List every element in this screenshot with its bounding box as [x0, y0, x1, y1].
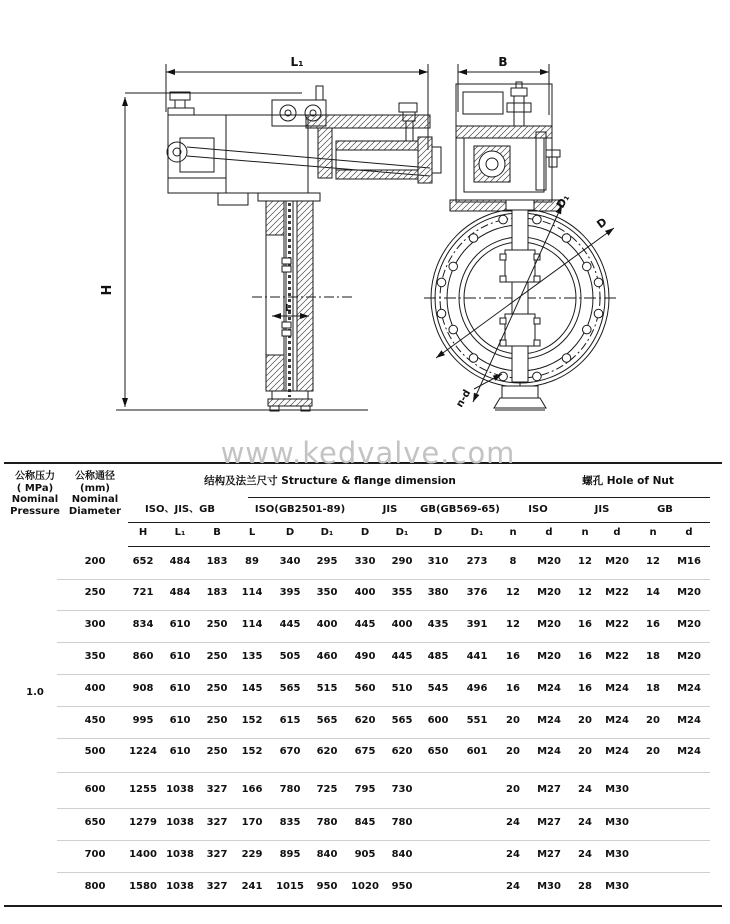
table-cell: 610 — [169, 651, 191, 662]
column-letter-header: d — [685, 527, 693, 538]
pressure-header-en1: Nominal — [11, 494, 59, 505]
table-cell: M24 — [605, 715, 629, 726]
table-cell: 560 — [354, 683, 376, 694]
table-cell: 545 — [427, 683, 449, 694]
table-cell: 16 — [506, 683, 520, 694]
table-cell: 1224 — [129, 746, 157, 757]
table-cell: 135 — [241, 651, 263, 662]
table-cell: 445 — [354, 619, 376, 630]
table-cell: 24 — [578, 849, 592, 860]
table-cell: 310 — [427, 556, 449, 567]
table-cell: 16 — [646, 619, 660, 630]
table-cell: 950 — [391, 881, 413, 892]
table-cell: 28 — [578, 881, 592, 892]
table-cell: 484 — [169, 556, 191, 567]
table-cell: 835 — [279, 817, 301, 828]
table-cell: M24 — [537, 683, 561, 694]
column-letter-header: H — [138, 527, 148, 538]
pressure-value: 1.0 — [26, 687, 44, 698]
table-cell: 18 — [646, 651, 660, 662]
table-cell: 445 — [391, 651, 413, 662]
std-gb-flange-header: GB(GB569-65) — [420, 504, 500, 515]
table-cell: 8 — [509, 556, 517, 567]
hole-gb-header: GB — [657, 504, 673, 515]
dn-cell: 300 — [84, 619, 106, 630]
table-cell: 780 — [279, 784, 301, 795]
column-letter-header: D — [360, 527, 370, 538]
table-cell: 485 — [427, 651, 449, 662]
table-cell: 152 — [241, 746, 263, 757]
row-separator — [57, 706, 710, 707]
table-cell: 515 — [316, 683, 338, 694]
column-letter-header: D₁ — [320, 527, 334, 538]
table-cell: 400 — [354, 587, 376, 598]
table-cell: M30 — [605, 849, 629, 860]
table-cell: 16 — [578, 619, 592, 630]
table-cell: 600 — [427, 715, 449, 726]
table-cell: 441 — [466, 651, 488, 662]
table-cell: 565 — [279, 683, 301, 694]
table-cell: 615 — [279, 715, 301, 726]
table-cell: 24 — [578, 784, 592, 795]
column-letter-header: L — [248, 527, 256, 538]
table-cell: 350 — [316, 587, 338, 598]
table-cell: M24 — [605, 683, 629, 694]
table-cell: M24 — [677, 746, 701, 757]
table-cell: 20 — [506, 746, 520, 757]
table-cell: 1038 — [166, 849, 194, 860]
table-cell: 908 — [132, 683, 154, 694]
table-cell: 18 — [646, 683, 660, 694]
row-separator — [57, 642, 710, 643]
table-cell: 355 — [391, 587, 413, 598]
front-view — [116, 64, 441, 411]
header-rule-1 — [248, 497, 710, 498]
table-cell: M20 — [537, 587, 561, 598]
row-separator — [57, 772, 710, 773]
table-cell: 780 — [391, 817, 413, 828]
table-cell: 327 — [206, 881, 228, 892]
dim-label-h: H — [100, 284, 115, 296]
dn-cell: 650 — [84, 817, 106, 828]
table-cell: 20 — [506, 784, 520, 795]
table-cell: M20 — [537, 619, 561, 630]
table-cell: 24 — [578, 817, 592, 828]
table-cell: 1038 — [166, 817, 194, 828]
header-rule-2 — [128, 522, 710, 523]
table-cell: M24 — [605, 746, 629, 757]
table-cell: 114 — [241, 587, 263, 598]
table-cell: 400 — [316, 619, 338, 630]
table-cell: 1038 — [166, 784, 194, 795]
diameter-header-en1: Nominal — [71, 494, 119, 505]
pressure-header-en2: Pressure — [10, 506, 60, 517]
dn-cell: 350 — [84, 651, 106, 662]
dn-cell: 250 — [84, 587, 106, 598]
table-cell: 241 — [241, 881, 263, 892]
table-cell: 490 — [354, 651, 376, 662]
row-separator — [57, 610, 710, 611]
row-separator — [57, 840, 710, 841]
diameter-header-zh: 公称通径 — [75, 471, 115, 482]
table-cell: 650 — [427, 746, 449, 757]
table-cell: 380 — [427, 587, 449, 598]
group-holes-header: 螺孔 Hole of Nut — [582, 475, 674, 487]
table-cell: M16 — [677, 556, 701, 567]
table-cell: 16 — [506, 651, 520, 662]
dim-label-nd: n-d — [454, 388, 474, 410]
table-cell: 1580 — [129, 881, 157, 892]
row-separator — [57, 674, 710, 675]
table-cell: 610 — [169, 683, 191, 694]
table-cell: 183 — [206, 587, 228, 598]
table-cell: 327 — [206, 784, 228, 795]
row-separator — [57, 579, 710, 580]
table-cell: 20 — [578, 746, 592, 757]
table-cell: 166 — [241, 784, 263, 795]
table-cell: 12 — [506, 619, 520, 630]
column-letter-header: d — [613, 527, 621, 538]
column-letter-header: n — [649, 527, 657, 538]
column-letter-header: d — [545, 527, 553, 538]
table-cell: 250 — [206, 715, 228, 726]
table-cell: 24 — [506, 849, 520, 860]
dim-label-d: D — [594, 215, 610, 232]
hole-jis-header: JIS — [594, 504, 610, 515]
table-cell: 183 — [206, 556, 228, 567]
table-cell: 273 — [466, 556, 488, 567]
table-cell: 905 — [354, 849, 376, 860]
table-cell: 391 — [466, 619, 488, 630]
table-cell: 840 — [316, 849, 338, 860]
column-letter-header: L₁ — [174, 527, 186, 538]
table-cell: 565 — [316, 715, 338, 726]
column-letter-header: B — [213, 527, 221, 538]
dn-cell: 500 — [84, 746, 106, 757]
table-cell: M30 — [605, 817, 629, 828]
flange-view — [424, 200, 617, 410]
table-cell: M24 — [677, 683, 701, 694]
table-cell: 295 — [316, 556, 338, 567]
row-separator — [57, 872, 710, 873]
table-cell: 250 — [206, 683, 228, 694]
pressure-header-unit: ( MPa) — [16, 483, 54, 494]
table-cell: 20 — [646, 746, 660, 757]
table-cell: 620 — [316, 746, 338, 757]
table-cell: 445 — [279, 619, 301, 630]
table-cell: 395 — [279, 587, 301, 598]
table-cell: 1400 — [129, 849, 157, 860]
hole-iso-header: ISO — [528, 504, 548, 515]
table-cell: 460 — [316, 651, 338, 662]
table-cell: 24 — [506, 817, 520, 828]
table-cell: 496 — [466, 683, 488, 694]
table-cell: 845 — [354, 817, 376, 828]
row-separator — [57, 738, 710, 739]
table-cell: 330 — [354, 556, 376, 567]
table-cell: 327 — [206, 849, 228, 860]
table-cell: 24 — [506, 881, 520, 892]
table-cell: M20 — [537, 651, 561, 662]
pressure-header-zh: 公称压力 — [15, 471, 55, 482]
table-cell: 16 — [578, 683, 592, 694]
table-cell: 1038 — [166, 881, 194, 892]
table-cell: 20 — [506, 715, 520, 726]
diameter-header-en2: Diameter — [68, 506, 122, 517]
table-cell: 12 — [578, 556, 592, 567]
table-cell: 610 — [169, 715, 191, 726]
group-structure-header: 结构及法兰尺寸 Structure & flange dimension — [204, 475, 456, 487]
table-cell: 780 — [316, 817, 338, 828]
table-cell: 721 — [132, 587, 154, 598]
dn-cell: 400 — [84, 683, 106, 694]
table-cell: 1015 — [276, 881, 304, 892]
table-cell: 20 — [646, 715, 660, 726]
table-cell: 170 — [241, 817, 263, 828]
table-cell: 435 — [427, 619, 449, 630]
table-cell: 145 — [241, 683, 263, 694]
table-cell: 840 — [391, 849, 413, 860]
dn-cell: 450 — [84, 715, 106, 726]
table-cell: 12 — [578, 587, 592, 598]
dn-cell: 700 — [84, 849, 106, 860]
table-cell: 950 — [316, 881, 338, 892]
table-cell: M20 — [677, 587, 701, 598]
table-cell: M30 — [605, 881, 629, 892]
table-cell: M27 — [537, 784, 561, 795]
table-cell: 114 — [241, 619, 263, 630]
table-cell: 400 — [391, 619, 413, 630]
table-cell: 340 — [279, 556, 301, 567]
dn-cell: 800 — [84, 881, 106, 892]
table-cell: 484 — [169, 587, 191, 598]
table-cell: 860 — [132, 651, 154, 662]
side-view — [450, 64, 560, 211]
table-cell: M20 — [605, 556, 629, 567]
table-cell: M30 — [537, 881, 561, 892]
table-cell: 995 — [132, 715, 154, 726]
table-cell: 290 — [391, 556, 413, 567]
table-cell: 834 — [132, 619, 154, 630]
table-cell: 376 — [466, 587, 488, 598]
table-cell: M20 — [537, 556, 561, 567]
column-letter-header: D₁ — [395, 527, 409, 538]
table-cell: 1020 — [351, 881, 379, 892]
header-rule-3 — [128, 546, 710, 547]
table-cell: 565 — [391, 715, 413, 726]
dim-label-d1: D₁ — [553, 191, 573, 211]
table-cell: 250 — [206, 651, 228, 662]
table-cell: 250 — [206, 746, 228, 757]
table-cell: 327 — [206, 817, 228, 828]
dim-label-b: B — [498, 55, 508, 69]
table-cell: 1279 — [129, 817, 157, 828]
table-cell: 795 — [354, 784, 376, 795]
table-cell: 601 — [466, 746, 488, 757]
table-cell: 670 — [279, 746, 301, 757]
table-cell: 610 — [169, 746, 191, 757]
dim-label-l1: L₁ — [290, 55, 304, 69]
table-cell: M27 — [537, 849, 561, 860]
watermark-text: www.kedvalve.com — [220, 436, 516, 470]
std-iso-flange-header: ISO(GB2501-89) — [254, 504, 346, 515]
column-letter-header: n — [581, 527, 589, 538]
table-cell: M22 — [605, 619, 629, 630]
table-cell: 229 — [241, 849, 263, 860]
table-cell: M27 — [537, 817, 561, 828]
std-structure-header: ISO、JIS、GB — [145, 504, 215, 515]
table-cell: M20 — [677, 651, 701, 662]
table-cell: 20 — [578, 715, 592, 726]
table-cell: 610 — [169, 619, 191, 630]
table-bottom-border — [4, 905, 722, 907]
table-cell: 250 — [206, 619, 228, 630]
table-cell: 675 — [354, 746, 376, 757]
table-cell: 16 — [578, 651, 592, 662]
table-cell: 551 — [466, 715, 488, 726]
table-cell: M30 — [605, 784, 629, 795]
table-cell: 12 — [506, 587, 520, 598]
dn-cell: 600 — [84, 784, 106, 795]
column-letter-header: n — [509, 527, 517, 538]
table-cell: 652 — [132, 556, 154, 567]
column-letter-header: D — [285, 527, 295, 538]
table-cell: 620 — [354, 715, 376, 726]
table-cell: 505 — [279, 651, 301, 662]
table-cell: M20 — [677, 619, 701, 630]
diameter-header-unit: (mm) — [80, 483, 110, 494]
table-cell: M24 — [537, 715, 561, 726]
table-cell: M24 — [537, 746, 561, 757]
row-separator — [57, 808, 710, 809]
column-letter-header: D₁ — [470, 527, 484, 538]
table-cell: 152 — [241, 715, 263, 726]
table-cell: 89 — [245, 556, 259, 567]
table-cell: 725 — [316, 784, 338, 795]
table-cell: 620 — [391, 746, 413, 757]
table-cell: 510 — [391, 683, 413, 694]
table-cell: 895 — [279, 849, 301, 860]
table-cell: 14 — [646, 587, 660, 598]
table-cell: M22 — [605, 587, 629, 598]
dn-cell: 200 — [84, 556, 106, 567]
dim-label-l: L — [284, 303, 292, 314]
table-cell: M22 — [605, 651, 629, 662]
table-cell: 12 — [646, 556, 660, 567]
column-letter-header: D — [433, 527, 443, 538]
table-cell: 730 — [391, 784, 413, 795]
table-cell: M24 — [677, 715, 701, 726]
table-cell: 1255 — [129, 784, 157, 795]
std-jis-flange-header: JIS — [382, 504, 398, 515]
